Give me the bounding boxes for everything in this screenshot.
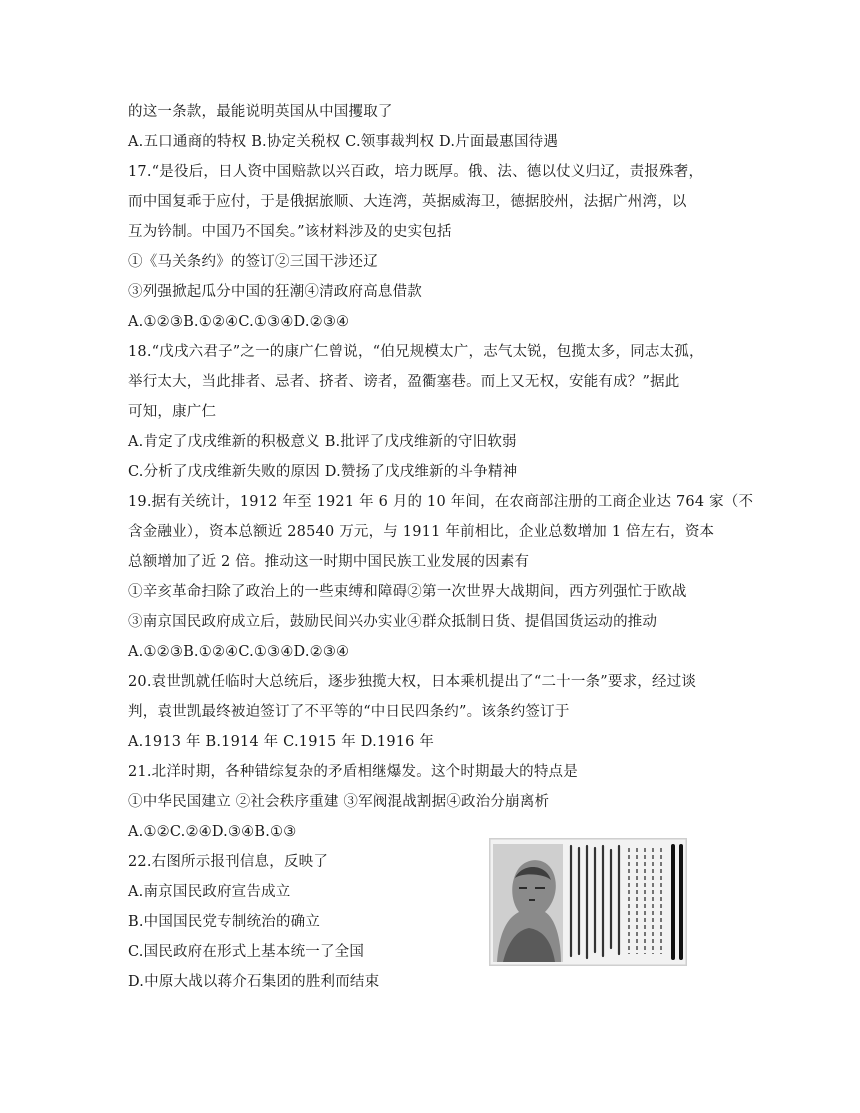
q18-stem: 18.“戊戌六君子”之一的康广仁曾说，“伯兄规模太广，志气太锐，包揽太多，同志太孤， [128, 344, 704, 360]
q22-option-b: B.中国国民党专制统治的确立 [128, 914, 321, 930]
q17-items-2: ③列强掀起瓜分中国的狂潮④清政府高息借款 [128, 284, 422, 300]
q21-options: A.①②C.②④D.③④B.①③ [128, 824, 297, 840]
q18-options-ab: A.肯定了戊戌维新的积极意义 B.批评了戊戌维新的守旧软弱 [128, 434, 517, 450]
q21-stem: 21.北洋时期，各种错综复杂的矛盾相继爆发。这个时期最大的特点是 [128, 764, 578, 780]
text-line: 互为钤制。中国乃不国矣。”该材料涉及的史实包括 [128, 224, 452, 240]
newspaper-clipping-image [489, 838, 687, 966]
q20-options: A.1913 年 B.1914 年 C.1915 年 D.1916 年 [128, 734, 435, 750]
text-line: 而中国复乖于应付，于是俄据旅顺、大连湾，英据威海卫，德据胶州，法据广州湾，以 [128, 194, 687, 210]
q19-items-1: ①辛亥革命扫除了政治上的一些束缚和障碍②第一次世界大战期间，西方列强忙于欧战 [128, 584, 687, 600]
q18-options-cd: C.分析了戊戌维新失败的原因 D.赞扬了戊戌维新的斗争精神 [128, 464, 518, 480]
text-line: 举行太大，当此排者、忌者、挤者、谤者，盈衢塞巷。而上又无权，安能有成？”据此 [128, 374, 680, 390]
q19-items-2: ③南京国民政府成立后，鼓励民间兴办实业④群众抵制日货、提倡国货运动的推动 [128, 614, 658, 630]
q22-option-a: A.南京国民政府宣告成立 [128, 884, 291, 900]
q16-options: A.五口通商的特权 B.协定关税权 C.领事裁判权 D.片面最惠国待遇 [128, 134, 559, 150]
text-line: 判，袁世凯最终被迫签订了不平等的“中日民四条约”。该条约签订于 [128, 704, 570, 720]
q22-stem: 22.右图所示报刊信息，反映了 [128, 854, 329, 870]
q20-stem: 20.袁世凯就任临时大总统后，逐步独揽大权，日本乘机提出了“二十一条”要求，经过谈 [128, 674, 697, 690]
q17-options: A.①②③B.①②④C.①③④D.②③④ [128, 314, 350, 330]
q17-items-1: ①《马关条约》的签订②三国干涉还辽 [128, 254, 378, 270]
q17-stem: 17.“是役后，日人资中国赔款以兴百政，培力既厚。俄、法、德以仗义归辽，责报殊奢， [128, 164, 704, 180]
q21-items: ①中华民国建立 ②社会秩序重建 ③军阀混战割据④政治分崩离析 [128, 794, 550, 810]
q22-option-d: D.中原大战以蒋介石集团的胜利而结束 [128, 974, 380, 990]
q19-stem: 19.据有关统计，1912 年至 1921 年 6 月的 10 年间，在农商部注册的工商企业达 764 家（不 [128, 494, 754, 510]
q22-option-c: C.国民政府在形式上基本统一了全国 [128, 944, 365, 960]
text-line: 含金融业），资本总额近 28540 万元，与 1911 年前相比，企业总数增加 1 倍左右，资本 [128, 524, 715, 540]
text-line: 的这一条款，最能说明英国从中国攫取了 [128, 104, 393, 120]
q19-options: A.①②③B.①②④C.①③④D.②③④ [128, 644, 350, 660]
text-line: 总额增加了近 2 倍。推动这一时期中国民族工业发展的因素有 [128, 554, 530, 570]
text-line: 可知，康广仁 [128, 404, 217, 420]
